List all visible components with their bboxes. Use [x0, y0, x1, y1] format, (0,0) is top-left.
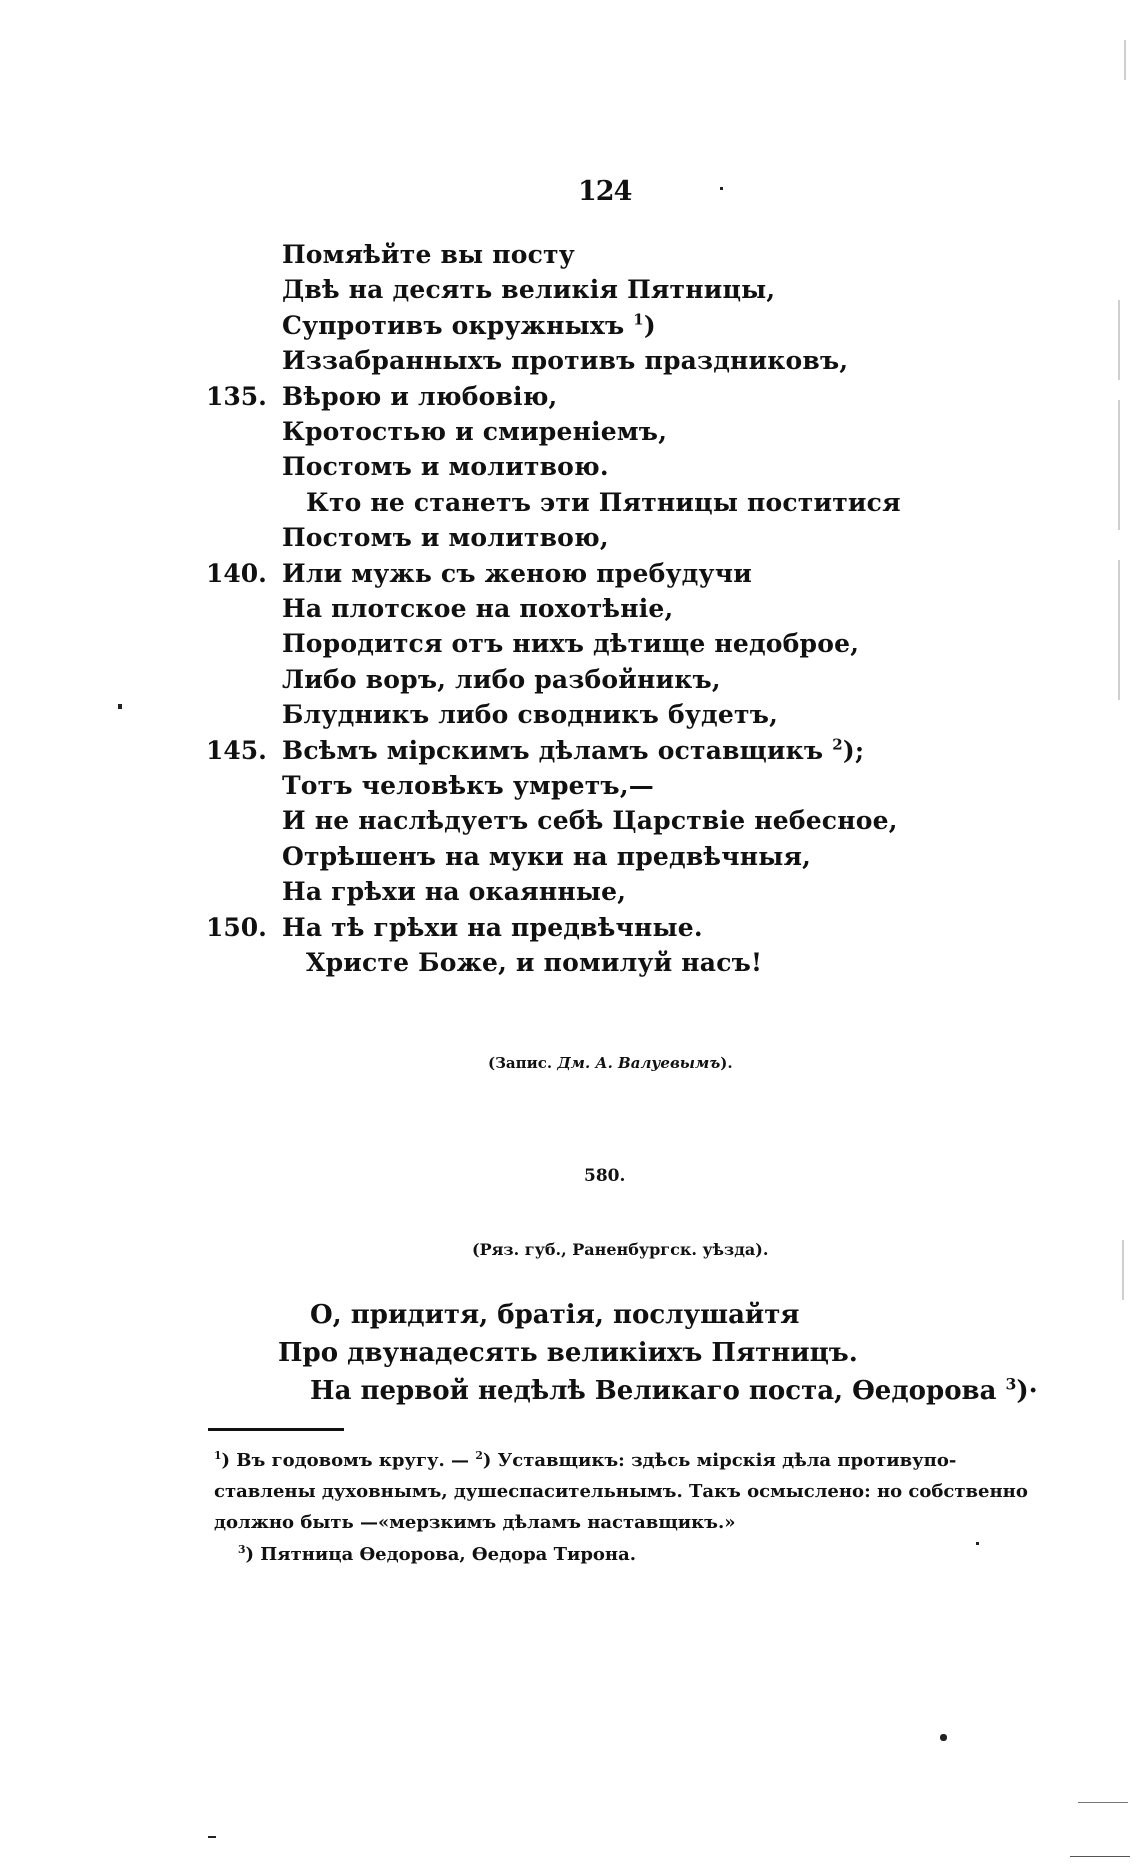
- verse-text: Отрѣшенъ на муки на предвѣчныя,: [282, 842, 812, 871]
- song2-line-text: На первой недѣлѣ Великаго поста, Ѳедорова: [310, 1376, 997, 1406]
- song2-line-text: О, придитя, братія, послушайтя: [310, 1300, 800, 1330]
- verse-text: Постомъ и молитвою,: [282, 523, 609, 552]
- song2-line: [310, 1376, 1038, 1406]
- footnote-line: [214, 1481, 1028, 1502]
- ink-speck: [208, 1836, 216, 1838]
- song2-line: [310, 1300, 800, 1330]
- verse-line: [306, 488, 901, 517]
- verse-text: Кто не станетъ эти Пятницы поститися: [306, 488, 901, 517]
- verse-line: [306, 948, 762, 977]
- verse-line: [282, 771, 654, 800]
- song-number: 580.: [584, 1166, 626, 1186]
- verse-text: Иззабранныхъ противъ праздниковъ,: [282, 346, 849, 375]
- line-number: 145.: [206, 736, 267, 765]
- footnote-marker-close: )·: [1016, 1376, 1038, 1406]
- verse-line: [282, 806, 898, 835]
- verse-text: Блудникъ либо сводникъ будетъ,: [282, 700, 778, 729]
- footnote-marker: 1: [633, 310, 644, 329]
- footnote-text: должно быть —«мерзкимъ дѣламъ наставщикъ.»: [214, 1512, 736, 1533]
- verse-text: Или мужь съ женою пребудучи: [282, 559, 752, 588]
- ink-speck: [976, 1542, 979, 1545]
- verse-text: Вѣрою и любовію,: [282, 382, 558, 411]
- verse-text: Супротивъ окружныхъ: [282, 311, 625, 340]
- verse-text: Породится отъ нихъ дѣтище недоброе,: [282, 629, 860, 658]
- footnote-marker: 3: [238, 1543, 246, 1556]
- region-note: (Ряз. губ., Раненбургск. уѣзда).: [472, 1240, 769, 1259]
- footnote-marker: 2: [475, 1449, 483, 1462]
- song2-line-text: Про двунадесять великіихъ Пятницъ.: [278, 1338, 858, 1368]
- verse-text: Постомъ и молитвою.: [282, 452, 609, 481]
- footnote-marker-close: );: [842, 736, 865, 765]
- song2-line: [278, 1338, 858, 1368]
- verse-text: Христе Боже, и помилуй насъ!: [306, 948, 763, 977]
- ink-speck: [720, 187, 723, 190]
- footnote-text: ) Пятница Ѳедорова, Ѳедора Тирона.: [245, 1544, 637, 1565]
- footnote-marker: 2: [832, 735, 843, 754]
- line-number: 135.: [206, 382, 267, 411]
- footnote-line: [214, 1450, 956, 1471]
- verse-line: [282, 842, 811, 871]
- scan-edge: [1122, 1240, 1124, 1300]
- page-number: 124: [578, 176, 632, 207]
- source-note-prefix: (Запис.: [488, 1054, 553, 1072]
- source-note-collector: Дм. А. Валуевымъ: [557, 1054, 721, 1072]
- verse-text: Тотъ человѣкъ умретъ,—: [282, 771, 654, 800]
- ink-speck: [1070, 1856, 1130, 1857]
- verse-line: [282, 559, 752, 588]
- verse-text: На тѣ грѣхи на предвѣчные.: [282, 913, 703, 942]
- verse-line: [282, 594, 673, 623]
- verse-line: [282, 913, 703, 942]
- scan-edge: [1118, 300, 1120, 380]
- source-note-suffix: ).: [720, 1054, 733, 1072]
- ink-speck: [118, 704, 122, 709]
- footnote-text: ) Въ годовомъ кругу. —: [221, 1450, 470, 1471]
- footnote-line: [238, 1544, 636, 1565]
- verse-text: Всѣмъ мірскимъ дѣламъ оставщикъ: [282, 736, 824, 765]
- footnote-text: ) Уставщикъ: здѣсь мірскія дѣла противупо-: [482, 1450, 957, 1471]
- verse-line: [282, 240, 575, 269]
- verse-line: [282, 700, 778, 729]
- verse-line: [282, 452, 609, 481]
- source-note: [488, 1054, 733, 1072]
- verse-line: [282, 417, 667, 446]
- verse-line: [282, 275, 775, 304]
- verse-line: [282, 665, 721, 694]
- footnote-line: [214, 1512, 735, 1533]
- verse-text: Кротостью и смиреніемъ,: [282, 417, 668, 446]
- footnote-divider: [208, 1428, 344, 1431]
- verse-line: [282, 629, 859, 658]
- verse-text: На грѣхи на окаянные,: [282, 877, 627, 906]
- ink-speck: [1078, 1802, 1128, 1803]
- line-number: 150.: [206, 913, 267, 942]
- footnote-marker: 3: [1005, 1374, 1017, 1394]
- footnote-marker-close: ): [643, 311, 656, 340]
- verse-text: Двѣ на десять великія Пятницы,: [282, 275, 776, 304]
- footnote-text: ставлены духовнымъ, душеспасительнымъ. Такъ осмыслено: но собственно: [214, 1481, 1028, 1502]
- scan-edge: [1124, 40, 1126, 80]
- line-number: 140.: [206, 559, 267, 588]
- footnote-marker: 1: [214, 1449, 222, 1462]
- verse-line: [282, 346, 848, 375]
- scan-edge: [1118, 560, 1120, 700]
- verse-line: [282, 877, 626, 906]
- verse-text: На плотское на похотѣніе,: [282, 594, 674, 623]
- ink-speck: [940, 1734, 947, 1741]
- verse-text: Либо воръ, либо разбойникъ,: [282, 665, 721, 694]
- verse-line: [282, 311, 656, 340]
- verse-line: [282, 736, 864, 765]
- verse-text: И не наслѣдуетъ себѣ Царствіе небесное,: [282, 806, 898, 835]
- verse-text: Помяѣйте вы посту: [282, 240, 575, 269]
- verse-line: [282, 382, 557, 411]
- scan-edge: [1118, 400, 1120, 530]
- verse-line: [282, 523, 609, 552]
